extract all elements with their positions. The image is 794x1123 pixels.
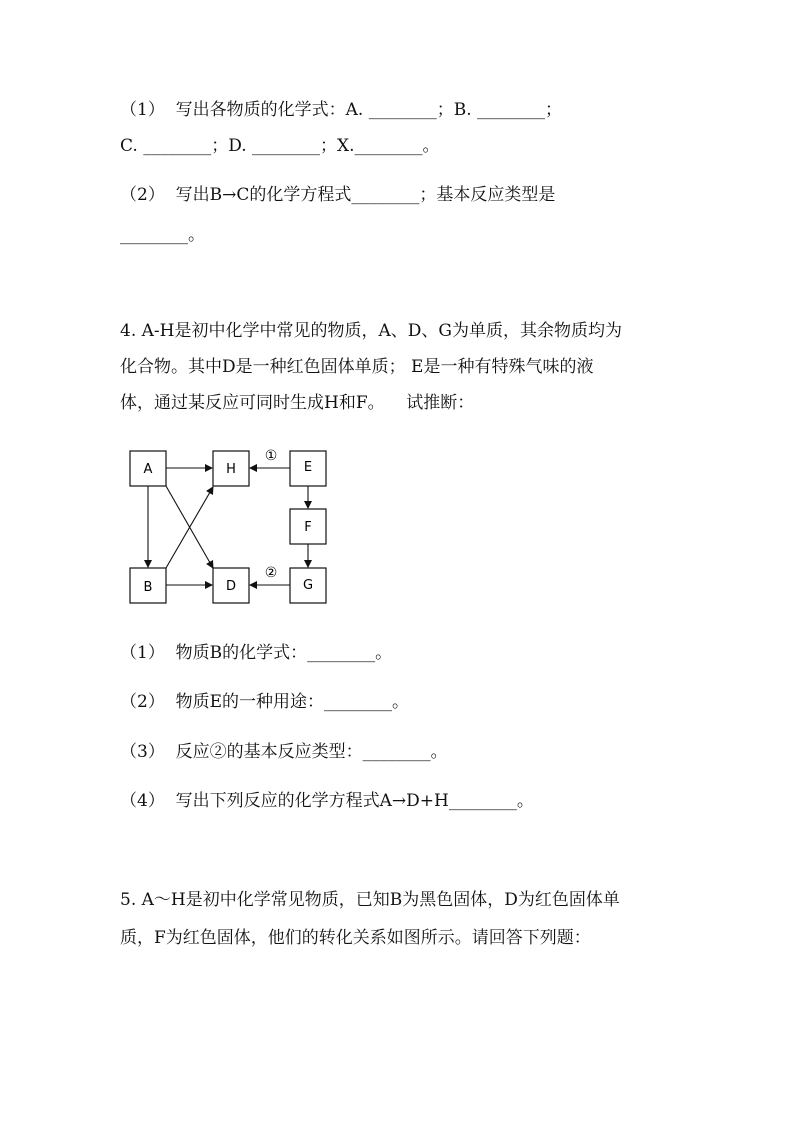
q4-stem-line1: 4. A-H是初中化学中常见的物质，A、D、G为单质，其余物质均为 xyxy=(120,321,622,341)
q4-sub1: （1） 物质B的化学式：________。 xyxy=(120,643,393,663)
reaction-diagram-svg xyxy=(120,440,340,620)
q4-sub4: （4） 写出下列反应的化学方程式A→D+H________。 xyxy=(120,791,534,811)
node-label-a: A xyxy=(143,462,153,477)
node-label-b: B xyxy=(143,580,153,595)
q3-sub2-line2: ________。 xyxy=(120,225,205,245)
node-label-f: F xyxy=(304,520,312,535)
q4-reaction-diagram xyxy=(120,440,340,620)
q5-stem-line2: 质，F为红色固体，他们的转化关系如图所示。请回答下列题： xyxy=(120,928,591,948)
q4-sub3: （3） 反应②的基本反应类型：________。 xyxy=(120,742,448,762)
reaction-2-label: ② xyxy=(264,565,278,581)
node-label-e: E xyxy=(303,460,313,475)
node-label-d: D xyxy=(225,579,237,594)
q4-stem-line3: 体，通过某反应可同时生成H和F。 试推断： xyxy=(120,393,475,413)
q3-sub1-line2: C. ________；D. ________；X.________。 xyxy=(120,136,440,156)
node-label-g: G xyxy=(302,578,314,593)
q3-sub2-line1: （2） 写出B→C的化学方程式________；基本反应类型是 xyxy=(120,185,556,205)
reaction-1-label: ① xyxy=(264,448,278,464)
q4-sub2: （2） 物质E的一种用途：________。 xyxy=(120,692,410,712)
node-label-h: H xyxy=(226,462,236,477)
q5-stem-line1: 5. A～H是初中化学常见物质，已知B为黑色固体，D为红色固体单 xyxy=(120,890,620,910)
q4-stem-line2: 化合物。其中D是一种红色固体单质； E是一种有特殊气味的液 xyxy=(120,357,594,377)
q3-sub1-line1: （1） 写出各物质的化学式：A. ________；B. ________； xyxy=(120,100,563,120)
